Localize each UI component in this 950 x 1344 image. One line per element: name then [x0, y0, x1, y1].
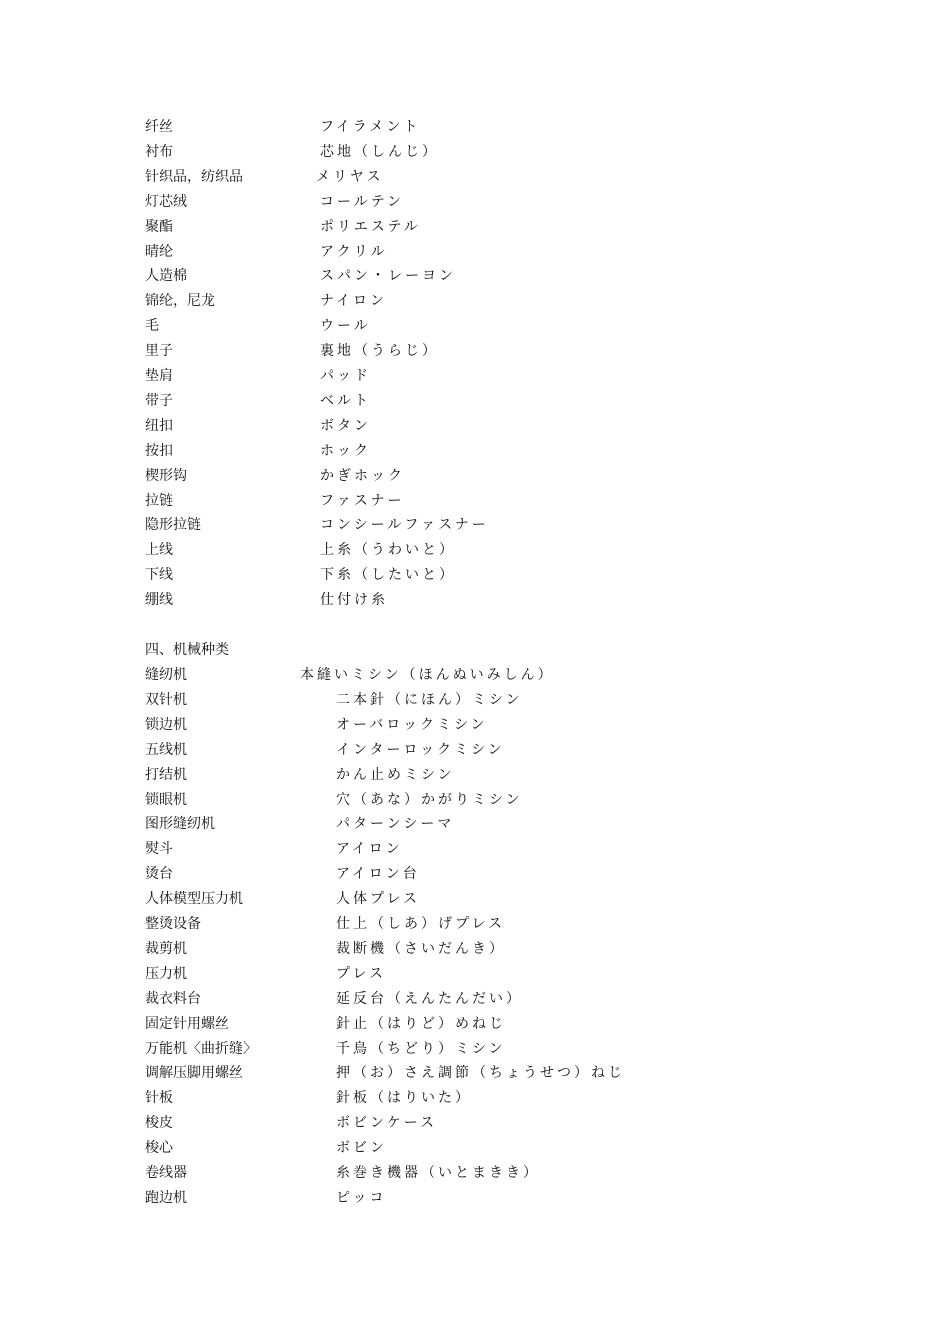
material-japanese-term: スパン・レーヨン — [320, 268, 456, 285]
material-japanese-term: フイラメント — [320, 119, 421, 135]
material-chinese-term: 灯芯绒 — [145, 193, 187, 210]
machine-chinese-term: 裁衣料台 — [145, 990, 201, 1007]
machine-row — [0, 937, 950, 962]
machine-row — [0, 1012, 950, 1037]
machine-row — [0, 837, 950, 862]
material-chinese-term: 针织品，纺织品 — [145, 168, 243, 185]
machine-chinese-term: 缝纫机 — [145, 667, 187, 683]
material-chinese-term: 楔形钩 — [145, 467, 187, 484]
material-chinese-term: 下线 — [145, 567, 173, 584]
machine-row — [0, 962, 950, 987]
machine-chinese-term: 压力机 — [145, 965, 187, 982]
material-japanese-term: 芯地（しんじ） — [320, 143, 439, 160]
material-japanese-term: ベルト — [320, 392, 371, 409]
material-chinese-term: 带子 — [145, 392, 173, 409]
machine-row — [0, 788, 950, 813]
machine-chinese-term: 跑边机 — [145, 1189, 187, 1206]
material-chinese-term: 衬布 — [145, 143, 173, 160]
material-row — [0, 314, 950, 339]
machine-chinese-term: 锁边机 — [145, 716, 187, 733]
material-chinese-term: 锦纶，尼龙 — [145, 293, 215, 310]
machine-row — [0, 713, 950, 738]
material-row — [0, 389, 950, 414]
machine-row — [0, 688, 950, 713]
material-row — [0, 240, 950, 265]
machine-japanese-term: 押（お）さえ調節（ちょうせつ）ねじ — [336, 1065, 625, 1082]
machine-chinese-term: 固定针用螺丝 — [145, 1015, 229, 1032]
machine-japanese-term: 糸巻き機器（いとまきき） — [336, 1165, 540, 1181]
material-row — [0, 215, 950, 240]
material-chinese-term: 人造棉 — [145, 268, 187, 285]
machine-chinese-term: 梭心 — [145, 1140, 173, 1157]
material-chinese-term: 纤丝 — [145, 119, 173, 135]
material-row — [0, 190, 950, 215]
machine-japanese-term: 穴（あな）かがりミシン — [336, 791, 523, 808]
material-japanese-term: ポリエステル — [320, 218, 421, 235]
material-japanese-term: 仕付け糸 — [320, 592, 388, 609]
machine-row — [0, 912, 950, 937]
material-row — [0, 489, 950, 514]
section-heading: 四、机械种类 — [145, 642, 229, 658]
material-chinese-term: 按扣 — [145, 442, 173, 459]
material-japanese-term: メリヤス — [316, 168, 384, 185]
material-row — [0, 439, 950, 464]
machine-japanese-term: プレス — [336, 965, 387, 982]
material-row — [0, 364, 950, 389]
machine-chinese-term: 双针机 — [145, 691, 187, 708]
machine-japanese-term: 裁断機（さいだんき） — [336, 940, 506, 957]
machine-japanese-term: パターンシーマ — [336, 816, 455, 833]
material-row — [0, 563, 950, 588]
material-row — [0, 513, 950, 538]
machine-chinese-term: 卷线器 — [145, 1165, 187, 1181]
machine-chinese-term: 五线机 — [145, 741, 187, 758]
machine-japanese-term: 仕上（しあ）げプレス — [336, 916, 506, 932]
machine-japanese-term: アイロン台 — [336, 866, 420, 883]
machine-row — [0, 862, 950, 887]
machine-japanese-term: ボビンケース — [336, 1115, 438, 1132]
material-row — [0, 464, 950, 489]
machine-japanese-term: ピッコ — [336, 1189, 387, 1206]
machine-japanese-term: 針止（はりど）めねじ — [336, 1015, 506, 1032]
material-japanese-term: アクリル — [320, 243, 388, 260]
machine-japanese-term: アイロン — [336, 841, 403, 858]
machine-row — [0, 1136, 950, 1161]
material-row — [0, 140, 950, 165]
machine-chinese-term: 锁眼机 — [145, 791, 187, 808]
machine-japanese-term: ボビン — [336, 1140, 387, 1157]
material-japanese-term: コンシールファスナー — [320, 517, 489, 534]
material-row — [0, 264, 950, 289]
machine-japanese-term: かん止めミシン — [336, 766, 455, 783]
machine-row — [0, 663, 950, 688]
material-japanese-term: ボタン — [320, 417, 371, 434]
machine-row — [0, 738, 950, 763]
machine-chinese-term: 针板 — [145, 1090, 173, 1107]
machine-row — [0, 887, 950, 912]
material-row — [0, 165, 950, 190]
material-japanese-term: 裏地（うらじ） — [320, 343, 439, 360]
machine-chinese-term: 调解压脚用螺丝 — [145, 1065, 243, 1082]
material-chinese-term: 晴纶 — [145, 243, 173, 260]
machine-japanese-term: 人体プレス — [336, 891, 421, 908]
machine-japanese-term: 延反台（えんたんだい） — [336, 990, 523, 1007]
machine-row — [0, 1061, 950, 1086]
material-japanese-term: 上糸（うわいと） — [320, 542, 456, 559]
machine-chinese-term: 万能机〈曲折缝〉 — [145, 1040, 257, 1057]
material-chinese-term: 垫肩 — [145, 368, 173, 384]
machine-chinese-term: 图形缝纫机 — [145, 816, 215, 833]
material-row — [0, 538, 950, 563]
machine-japanese-term: 本縫いミシン（ほんぬいみしん） — [300, 667, 555, 683]
material-chinese-term: 隐形拉链 — [145, 517, 201, 534]
machine-chinese-term: 打结机 — [145, 766, 187, 783]
machine-japanese-term: 千鳥（ちどり）ミシン — [336, 1040, 506, 1057]
material-row — [0, 115, 950, 140]
machine-row — [0, 1186, 950, 1211]
material-japanese-term: 下糸（したいと） — [320, 567, 456, 584]
material-chinese-term: 绷线 — [145, 592, 173, 609]
material-japanese-term: ウール — [320, 318, 371, 335]
material-japanese-term: コールテン — [320, 193, 405, 210]
material-chinese-term: 上线 — [145, 542, 173, 559]
machine-japanese-term: インターロックミシン — [336, 741, 505, 758]
machine-japanese-term: 二本針（にほん）ミシン — [336, 691, 523, 708]
machine-chinese-term: 梭皮 — [145, 1115, 173, 1132]
machine-japanese-term: オーバロックミシン — [336, 716, 488, 733]
machine-row — [0, 763, 950, 788]
machine-chinese-term: 熨斗 — [145, 841, 173, 858]
machine-chinese-term: 烫台 — [145, 866, 173, 883]
material-row — [0, 289, 950, 314]
machine-row — [0, 1111, 950, 1136]
material-chinese-term: 拉链 — [145, 492, 173, 509]
material-chinese-term: 聚酯 — [145, 218, 173, 235]
material-japanese-term: パッド — [320, 368, 371, 384]
machine-japanese-term: 針板（はりいた） — [336, 1090, 472, 1107]
material-japanese-term: ホック — [320, 442, 371, 459]
machine-row — [0, 1037, 950, 1062]
machine-row — [0, 987, 950, 1012]
machine-row — [0, 1086, 950, 1111]
machine-row — [0, 1161, 950, 1186]
machine-chinese-term: 整烫设备 — [145, 916, 201, 932]
machine-row — [0, 812, 950, 837]
material-chinese-term: 里子 — [145, 343, 173, 360]
material-japanese-term: ナイロン — [320, 293, 388, 310]
material-chinese-term: 纽扣 — [145, 417, 173, 434]
material-chinese-term: 毛 — [145, 318, 159, 335]
material-row — [0, 339, 950, 364]
material-row — [0, 414, 950, 439]
material-japanese-term: かぎホック — [320, 467, 405, 484]
material-japanese-term: ファスナー — [320, 492, 405, 509]
machine-chinese-term: 裁剪机 — [145, 940, 187, 957]
machine-chinese-term: 人体模型压力机 — [145, 891, 243, 908]
material-row — [0, 588, 950, 613]
